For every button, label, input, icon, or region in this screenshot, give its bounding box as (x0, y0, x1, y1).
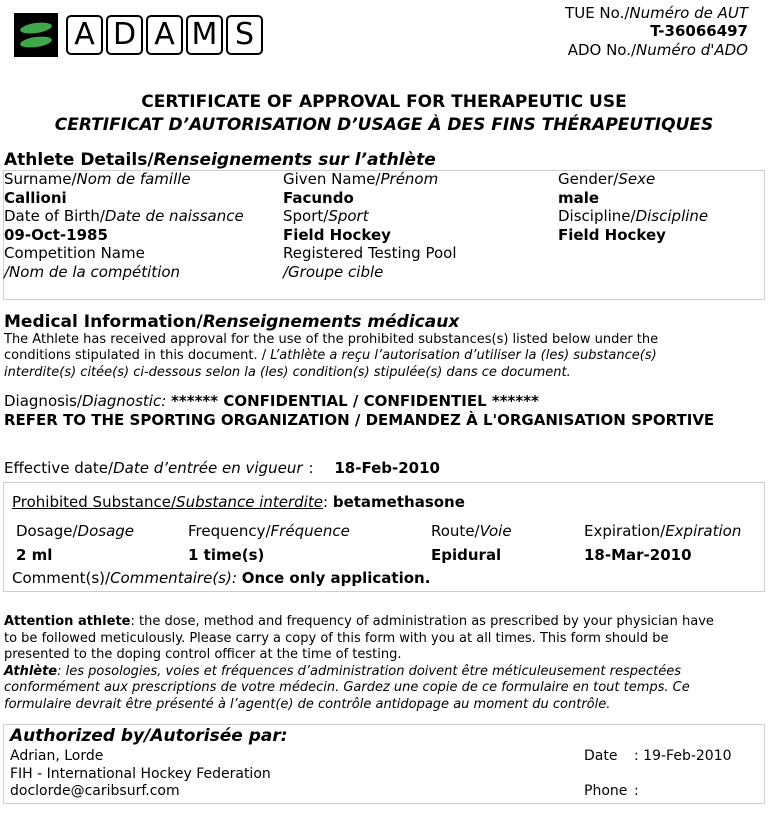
substance-label (12, 493, 323, 511)
attention-line-3: presented to the doping control officer at the time of testing. (4, 647, 402, 662)
attention-text-en-1: : the dose, method and frequency of administration as prescribed by your physician have (130, 614, 714, 629)
medical-intro-line-2 (4, 348, 657, 363)
medical-intro-line-3: interdite(s) citée(s) ci-dessous selon la (les) condition(s) stipulée(s) dans ce document. (4, 365, 571, 380)
effective-date-value: 18-Feb-2010 (334, 459, 440, 477)
authorized-date-label: Date (584, 748, 618, 764)
logo-letter: M (186, 15, 223, 55)
substance-name: betamethasone (332, 493, 465, 511)
adams-logo-text (66, 15, 263, 55)
comment-row (12, 569, 430, 587)
dosage-label (16, 522, 134, 540)
athlete-heading-en: Athlete Details/ (4, 150, 154, 170)
effective-sep: : (308, 459, 314, 477)
effective-date-row (4, 459, 440, 477)
expiration-value: 18-Mar-2010 (584, 546, 692, 564)
attention-bold-fr: Athlète (4, 664, 58, 679)
tue-label-en: TUE No./ (565, 4, 630, 22)
phone-sep: : (634, 783, 639, 799)
authorized-date-value: 19-Feb-2010 (643, 748, 732, 764)
attention-line-5: conformément aux prescriptions de votre médecin. Gardez une copie de ce formulaire en tout temps. Ce (4, 680, 690, 695)
tue-number: T-36066497 (650, 22, 748, 40)
discipline-label-fr: Discipline (635, 207, 709, 225)
attention-line-6: formulaire devrait être présenté à l’agent(e) de contrôle antidopage au moment du contrôle. (4, 697, 611, 712)
authorized-heading: Authorized by/Autorisée par: (10, 726, 288, 746)
medical-heading-fr: Renseignements médicaux (202, 312, 460, 332)
substance-row (12, 493, 465, 511)
given-label-en: Given Name/ (283, 170, 381, 188)
dosage-value: 2 ml (16, 546, 53, 564)
athlete-heading (4, 150, 436, 170)
authorizer-email: doclorde@caribsurf.com (10, 783, 180, 799)
authorized-date-row (634, 748, 732, 764)
attention-bold-en: Attention athlete (4, 614, 131, 629)
substance-sep: : (323, 493, 329, 511)
attention-line-4 (4, 664, 681, 679)
dob-label (4, 207, 244, 225)
medical-intro-fr: L’athlète a reçu l’autorisation d’utiliser la (les) substance(s) (270, 348, 657, 363)
dob-value: 09-Oct-1985 (4, 226, 108, 244)
given-label-fr: Prénom (380, 170, 439, 188)
given-name-label (283, 170, 438, 188)
attention-text-fr-1: : les posologies, voies et fréquences d’administration doivent être méticuleusement respectées (57, 664, 682, 679)
logo-letter: A (66, 15, 103, 55)
gender-value: male (558, 189, 600, 207)
dob-label-fr: Date de naissance (104, 207, 244, 225)
attention-line-2: to be followed meticulously. Please carry a copy of this form with you at all times. This form should be (4, 631, 669, 646)
comment-label-fr: Commentaire(s): (110, 569, 237, 587)
competition-label-en: Competition Name (4, 244, 145, 262)
medical-heading-en: Medical Information/ (4, 312, 203, 332)
effective-label-fr: Date d’entrée en vigueur (113, 459, 303, 477)
diagnosis-label-en: Diagnosis/ (4, 392, 82, 410)
tue-label (565, 4, 748, 22)
ado-label (568, 41, 748, 59)
route-label (431, 522, 512, 540)
medical-intro-en: conditions stipulated in this document. / (4, 348, 271, 363)
refer-notice: REFER TO THE SPORTING ORGANIZATION / DEMANDEZ À L'ORGANISATION SPORTIVE (4, 411, 715, 429)
route-label-en: Route/ (431, 522, 480, 540)
discipline-label (558, 207, 708, 225)
logo-letter: S (226, 15, 263, 55)
substance-label-fr: Substance interdite (176, 493, 323, 511)
medical-intro-line-1: The Athlete has received approval for the use of the prohibited substances(s) listed below under the (4, 332, 659, 347)
logo-letter: A (146, 15, 183, 55)
surname-label-en: Surname/ (4, 170, 77, 188)
frequency-value: 1 time(s) (188, 546, 265, 564)
adams-logo-mark (14, 13, 58, 57)
sport-label-fr: Sport (328, 207, 369, 225)
leaf-icon (19, 35, 52, 49)
route-label-fr: Voie (479, 522, 512, 540)
pool-label-fr: /Groupe cible (283, 263, 384, 281)
attention-line-1 (4, 614, 714, 629)
authorized-date-sep: : (634, 748, 639, 764)
medical-heading (4, 312, 459, 332)
dosage-label-en: Dosage/ (16, 522, 78, 540)
comment-label-en: Comment(s)/ (12, 569, 111, 587)
tue-label-fr: Numéro de AUT (629, 4, 748, 22)
leaf-icon (19, 21, 52, 35)
dosage-label-fr: Dosage (77, 522, 135, 540)
discipline-label-en: Discipline/ (558, 207, 636, 225)
surname-value: Callioni (4, 189, 67, 207)
expiration-label-en: Expiration/ (584, 522, 666, 540)
given-name-value: Facundo (283, 189, 354, 207)
diagnosis-row (4, 392, 539, 410)
substance-label-en: Prohibited Substance/ (12, 493, 177, 511)
diagnosis-label-fr: Diagnostic: (81, 392, 167, 410)
gender-label-en: Gender/ (558, 170, 619, 188)
certificate-title-en: CERTIFICATE OF APPROVAL FOR THERAPEUTIC USE (141, 92, 627, 112)
diagnosis-value: ****** CONFIDENTIAL / CONFIDENTIEL ****** (171, 392, 539, 410)
frequency-label-en: Frequency/ (188, 522, 271, 540)
frequency-label (188, 522, 350, 540)
phone-label: Phone (584, 783, 628, 799)
authorizer-name: Adrian, Lorde (10, 748, 104, 764)
logo-letter: D (106, 15, 143, 55)
expiration-label-fr: Expiration (665, 522, 742, 540)
competition-label-fr: /Nom de la compétition (4, 263, 181, 281)
route-value: Epidural (431, 546, 502, 564)
surname-label (4, 170, 191, 188)
gender-label (558, 170, 655, 188)
discipline-value: Field Hockey (558, 226, 666, 244)
athlete-heading-fr: Renseignements sur l’athlète (153, 150, 436, 170)
pool-label-en: Registered Testing Pool (283, 244, 457, 262)
sport-label-en: Sport/ (283, 207, 329, 225)
authorizer-organization: FIH - International Hockey Federation (10, 766, 271, 782)
sport-label (283, 207, 369, 225)
comment-value: Once only application. (241, 569, 431, 587)
gender-label-fr: Sexe (618, 170, 656, 188)
surname-label-fr: Nom de famille (76, 170, 191, 188)
ado-label-fr: Numéro d'ADO (636, 41, 748, 59)
expiration-label (584, 522, 741, 540)
frequency-label-fr: Fréquence (270, 522, 350, 540)
dob-label-en: Date of Birth/ (4, 207, 105, 225)
effective-label-en: Effective date/ (4, 459, 114, 477)
certificate-title-fr: CERTIFICAT D’AUTORISATION D’USAGE À DES FINS THÉRAPEUTIQUES (54, 115, 714, 135)
sport-value: Field Hockey (283, 226, 391, 244)
ado-label-en: ADO No./ (567, 41, 637, 59)
